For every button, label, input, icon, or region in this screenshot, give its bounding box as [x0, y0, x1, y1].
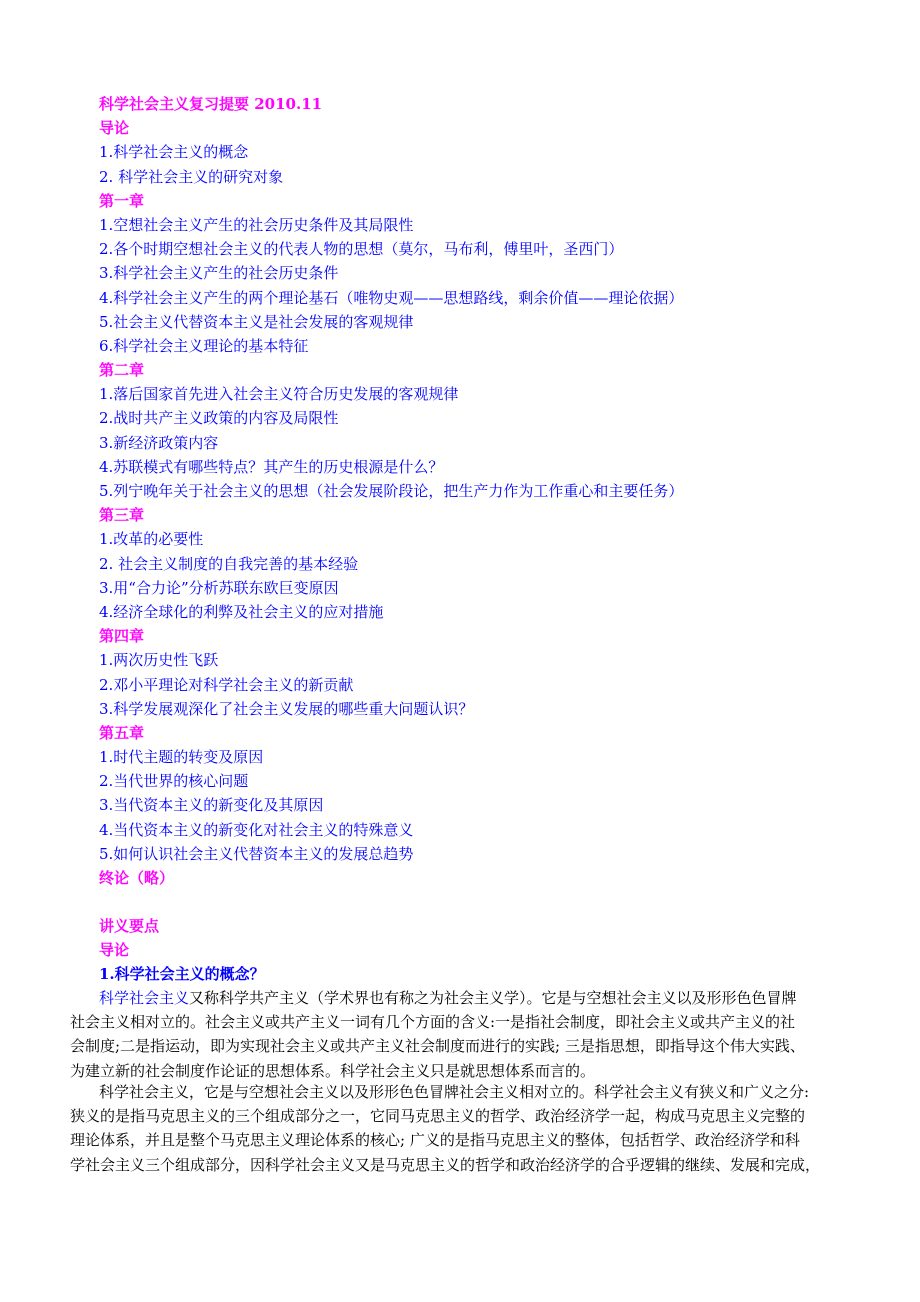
outline-item: 5.列宁晚年关于社会主义的思想（社会发展阶段论，把生产力作为工作重心和主要任务）: [99, 482, 684, 500]
outline-item: 3.科学发展观深化了社会主义发展的哪些重大问题认识？: [99, 699, 474, 718]
outline-item: 1.改革的必要性: [99, 530, 204, 549]
notes-title: 讲义要点: [99, 917, 160, 935]
outline-item: 4.科学社会主义产生的两个理论基石（唯物史观——思想路线，剩余价值——理论依据）: [99, 288, 684, 307]
section-heading-conclusion: 终论（略）: [99, 869, 175, 887]
outline-item: 6.科学社会主义理论的基本特征: [99, 336, 309, 355]
section-heading-intro: 导论: [99, 119, 130, 138]
outline-item: 1.科学社会主义的概念: [99, 143, 249, 162]
outline-item: 3.科学社会主义产生的社会历史条件: [99, 264, 339, 283]
outline-item: 4.苏联模式有哪些特点？其产生的历史根源是什么？: [99, 457, 444, 476]
paragraph-definition: [70, 986, 855, 1083]
paragraph-scope: [70, 1080, 855, 1177]
outline-item: 1.两次历史性飞跃: [99, 651, 219, 670]
paragraph-line: 会制度;二是指运动，即为实现社会主义或共产主义社会制度而进行的实践; 三是指思想，即指导这个伟大实践、: [70, 1037, 805, 1056]
highlighted-term: 科学社会主义: [99, 989, 190, 1007]
paragraph-line: [70, 986, 855, 1010]
paragraph-text: 又称科学共产主义（学术界也有称之为社会主义学）。它是与空想社会主义以及形形色色冒牌: [189, 989, 797, 1007]
section-heading-chapter-2: 第二章: [99, 361, 145, 380]
paragraph-line: 社会主义相对立的。社会主义或共产主义一词有几个方面的含义:一是指社会制度，即社会主义或共产主义的社: [70, 1013, 796, 1032]
lecture-notes: [99, 914, 859, 987]
outline-item: 1.时代主题的转变及原因: [99, 748, 264, 767]
outline-item: 1.落后国家首先进入社会主义符合历史发展的客观规律: [99, 385, 459, 404]
question-heading: 1.科学社会主义的概念？: [99, 965, 265, 984]
outline-item: 5.社会主义代替资本主义是社会发展的客观规律: [99, 312, 414, 331]
outline-item: 2.当代世界的核心问题: [99, 772, 249, 791]
outline-item: 2. 社会主义制度的自我完善的基本经验: [99, 554, 359, 573]
outline-item: 1.空想社会主义产生的社会历史条件及其局限性: [99, 215, 414, 234]
outline-item: 3.当代资本主义的新变化及其原因: [99, 796, 324, 815]
section-heading-chapter-3: 第三章: [99, 506, 145, 525]
outline-title: 科学社会主义复习提要 2010.11: [99, 95, 323, 113]
review-outline: [99, 92, 859, 890]
outline-item: 2.各个时期空想社会主义的代表人物的思想（莫尔，马布利，傅里叶，圣西门）: [99, 240, 624, 259]
paragraph-line: 学社会主义三个组成部分，因科学社会主义又是马克思主义的哲学和政治经济学的合乎逻辑的继续、发展和完成，: [70, 1155, 821, 1174]
outline-item: 4.当代资本主义的新变化对社会主义的特殊意义: [99, 820, 414, 839]
outline-item: 3.用“合力论”分析苏联东欧巨变原因: [99, 578, 339, 597]
section-heading-chapter-4: 第四章: [99, 627, 145, 646]
outline-item: 5.如何认识社会主义代替资本主义的发展总趋势: [99, 844, 414, 863]
notes-section-heading: 导论: [99, 941, 130, 960]
paragraph-line: 为建立新的社会制度作论证的思想体系。科学社会主义只是就思想体系而言的。: [70, 1061, 596, 1080]
outline-item: 3.新经济政策内容: [99, 433, 219, 452]
outline-item: 2.邓小平理论对科学社会主义的新贡献: [99, 675, 354, 694]
outline-item: 2.战时共产主义政策的内容及局限性: [99, 409, 339, 428]
outline-item: 4.经济全球化的利弊及社会主义的应对措施: [99, 602, 384, 621]
paragraph-line: 科学社会主义，它是与空想社会主义以及形形色色冒牌社会主义相对立的。科学社会主义有狭义和广义之分:: [99, 1083, 810, 1101]
paragraph-line: 理论体系，并且是整个马克思主义理论体系的核心; 广义的是指马克思主义的整体，包括哲学、政治经济学和科: [70, 1131, 800, 1150]
paragraph-line: 狭义的是指马克思主义的三个组成部分之一，它同马克思主义的哲学、政治经济学一起，构成马克思主义完整的: [70, 1107, 806, 1126]
section-heading-chapter-5: 第五章: [99, 723, 145, 742]
section-heading-chapter-1: 第一章: [99, 191, 145, 210]
outline-item: 2. 科学社会主义的研究对象: [99, 167, 284, 186]
